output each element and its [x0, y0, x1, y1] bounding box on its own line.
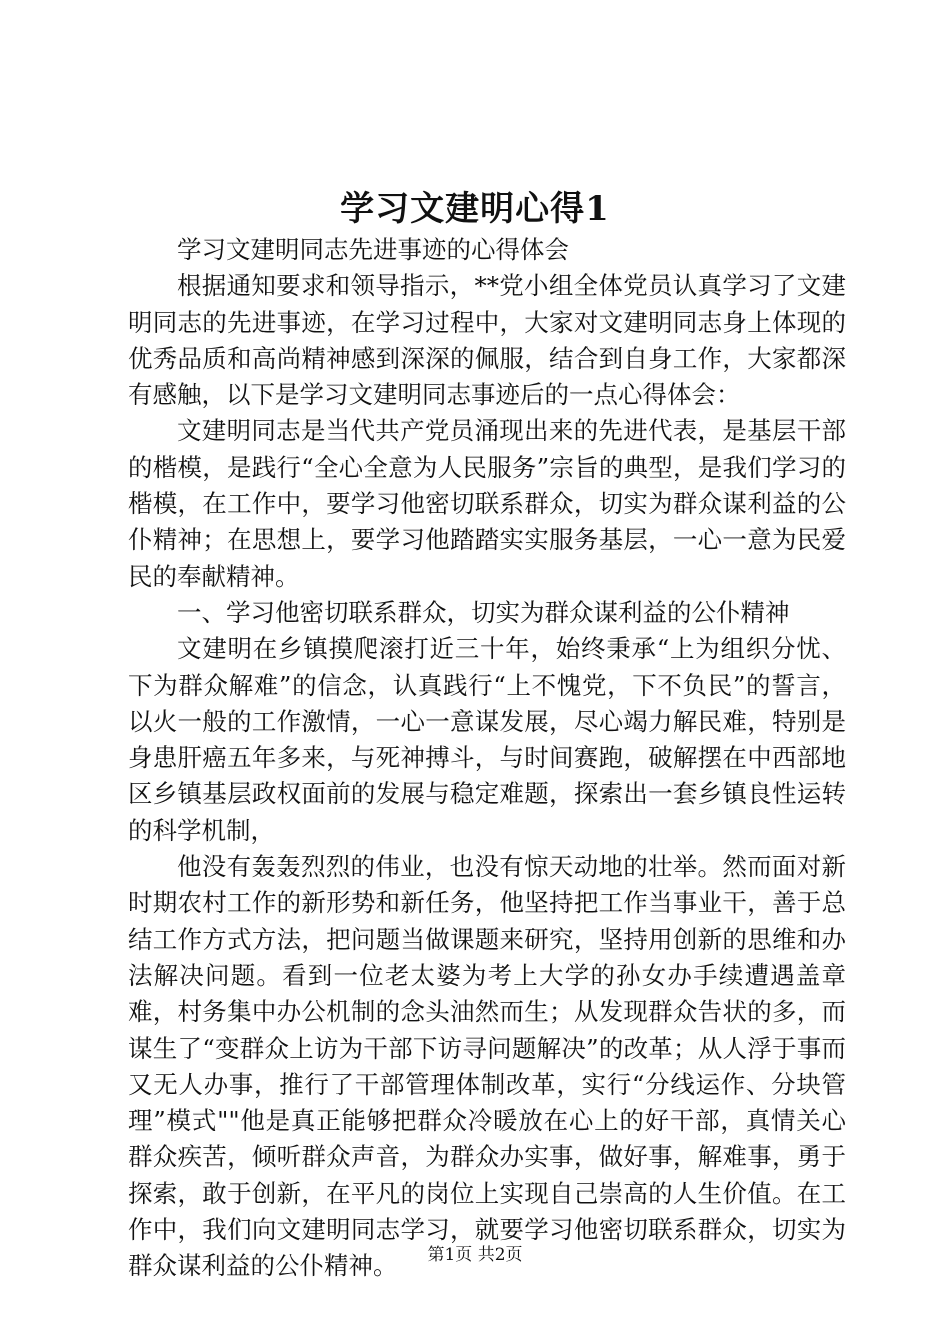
paragraph-career: 文建明在乡镇摸爬滚打近三十年，始终秉承“上为组织分忧、下为群众解难”的信念，认真践行“上不愧党，下不负民”的誓言，以火一般的工作激情，一心一意谋发展，尽心竭力解民难，特别是身患肝癌五年多来，与死神搏斗，与时间赛跑，破解摆在中西部地区乡镇基层政权面前的发展与稳定难题，探索出一套乡镇良性运转的科学机制，: [128, 634, 846, 845]
page-number-footer: 第1页 共2页: [427, 1245, 523, 1265]
paragraph-subtitle: 学习文建明同志先进事迹的心得体会: [177, 235, 569, 264]
paragraph-innovation: 他没有轰轰烈烈的伟业，也没有惊天动地的壮举。然而面对新时期农村工作的新形势和新任务，他坚持把工作当事业干，善于总结工作方式方法，把问题当做课题来研究，坚持用创新的思维和办法解决问题。看到一位老太婆为考上大学的孙女办手续遭遇盖章难，村务集中办公机制的念头油然而生；从发现群众告状的多，而谋生了“变群众上访为干部下访寻问题解决”的改革；从人浮于事而又无人办事，推行了干部管理体制改革，实行“分线运作、分块管理”模式""他是真正能够把群众冷暖放在心上的好干部，真情关心群众疾苦，倾听群众声音，为群众办实事，做好事，解难事，勇于探索，敢于创新，在平凡的岗位上实现自己崇高的人生价值。在工作中，我们向文建明同志学习，就要学习他密切联系群众，切实为群众谋利益的公仆精神。: [128, 852, 846, 1281]
paragraph-summary: 文建明同志是当代共产党员涌现出来的先进代表，是基层干部的楷模，是践行“全心全意为人民服务”宗旨的典型，是我们学习的楷模，在工作中，要学习他密切联系群众，切实为群众谋利益的公仆精神；在思想上，要学习他踏踏实实服务基层，一心一意为民爱民的奉献精神。: [128, 416, 846, 591]
document-body: [128, 232, 846, 1285]
paragraph-section-heading: 一、学习他密切联系群众，切实为群众谋利益的公仆精神: [177, 597, 790, 627]
document-title: 学习文建明心得1: [340, 189, 610, 229]
paragraph-intro: 根据通知要求和领导指示，**党小组全体党员认真学习了文建明同志的先进事迹，在学习过程中，大家对文建明同志身上体现的优秀品质和高尚精神感到深深的佩服，结合到自身工作，大家都深有感触，以下是学习文建明同志事迹后的一点心得体会：: [128, 271, 846, 410]
